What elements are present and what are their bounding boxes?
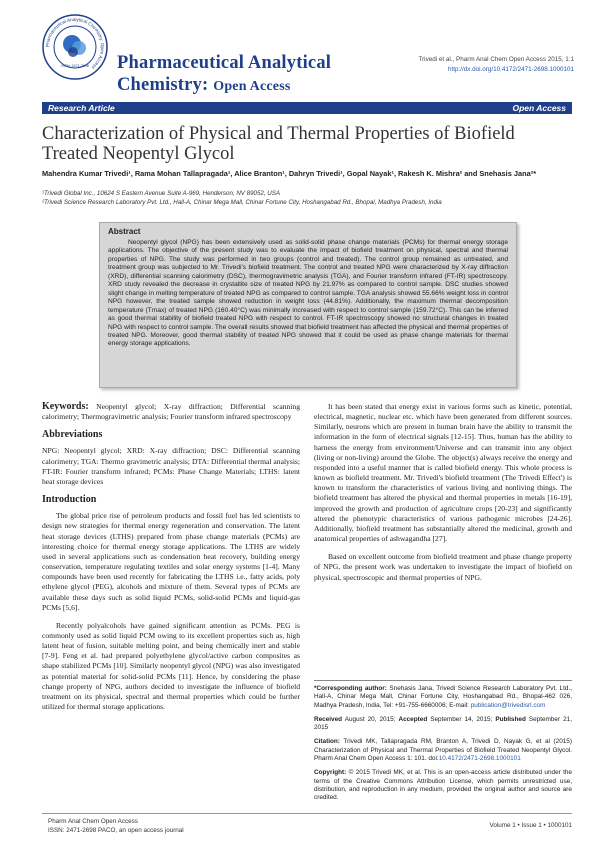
article-type-bar [42,102,572,114]
keywords-text: Neopentyl glycol; X-ray diffraction; Differential scanning calorimetry; Thermogravimetric analysis; Fourier transform infrared spectroscopy [42,402,300,422]
footer-divider [42,813,572,814]
affiliation-1: ¹Trivedi Global Inc., 10624 S Eastern Avenue Suite A-969, Henderson, NV 89052, USA [42,190,281,197]
header-citation [396,55,574,74]
author-list: Mahendra Kumar Trivedi¹, Rama Mohan Tallapragada¹, Alice Branton¹, Dahryn Trivedi¹, Gopal Nayak¹, Rakesh K. Mishra² and Snehasis Jana²* [42,169,537,178]
right-column [314,402,572,591]
article-info [314,680,572,809]
journal-logo [42,14,108,80]
right-paragraph-2: Based on excellent outcome from biofield treatment and phase change property of NPG, the present work was undertaken to investigate the impact of biofield on physical, spectroscopic and thermal properties of NPG. [314,552,572,582]
journal-title [117,52,331,98]
abbreviations-heading: Abbreviations [42,429,103,441]
footer-left [48,817,184,835]
footer-journal: Pharm Anal Chem Open Access [48,818,138,825]
affiliation-2: ²Trivedi Science Research Laboratory Pvt. Ltd., Hall-A, Chinar Mega Mall, Chinar Fortune City, Hoshangabad Rd., Bhopal, Madhya Pradesh, India [42,198,442,206]
logo-ring-text: Pharmaceutical Analytical Chemistry: Open Access [44,16,106,71]
journal-title-line2: Chemistry: Open Access [117,75,291,95]
header-doi-link[interactable]: http://dx.doi.org/10.4172/2471-2698.1000101 [447,65,574,73]
abstract-box [99,222,517,388]
open-access-label: Open Access [512,103,566,113]
journal-title-line1: Pharmaceutical Analytical [117,53,332,73]
copyright: Copyright: © 2015 Trivedi MK, et al. This is an open-access article distributed under the terms of the Creative Commons Attribution License, which permits unrestricted use, distribution, and reproduction in any medium, provided the original author and source are credited. [314,769,572,802]
intro-paragraph-2: Recently polyalcohols have gained significant attention as PCMs. PEG is commonly used as solid liquid PCM owing to its excellent properties such as, high latent heat of fusion, suitable melting point, and being chemically inert and stable [7-9]. Feng et al. had prepared polyethylene glycol/active carbon composites as shape stabilized PCMs [10]. Similarly neopentyl glycol (NPG) was also investigated as potential material for solid-solid PCMs [11]. Hence, by considering the phase change property of NPG, authors decided to investigate the influence of biofield treatment on its physical, spectral and thermal properties which could be further utilized for thermal storage applications. [42,620,300,712]
affiliations [42,190,572,207]
abstract-text: Neopentyl glycol (NPG) has been extensively used as solid-solid phase change materials (PCMs) for thermal energy storage applications. The objective of the present study was to evaluate the impact of biofield treatment on physical, spectral and thermal properties of NPG. The study was performed in two groups (control and treated). The control group remained as untreated, and treatment group was subjected to Mr. Trivedi's biofield treatment. The control and treated NPG were characterized by X-ray diffraction (XRD), differential scanning calorimetry (DSC), thermogravimetric analysis (TGA), and Fourier transform infrared (FT-IR) spectroscopy. XRD study revealed the decrease in crystallite size of treated NPG by 21.97% as compared to control sample. DSC studies showed slight change in melting temperature of treated NPG as compared to control sample. TGA analysis showed 55.66% weight loss in control NPG however, the treated sample showed reduction in weight loss (44.81%). Additionally, the maximum thermal decomposition temperature (Tmax) of treated NPG (160.40°C) was minimally increased with respect to control sample (159.72°C). This can be inferred as good thermal stability of biofield treated NPG with respect to control. FT-IR spectroscopy showed no structural changes in treated NPG with respect to control sample. The overall results showed that biofield treatment has affected the physical and thermal properties of treated NPG. Moreover, good thermal stability of treated NPG showed that it could be used as phase change materials for thermal energy storage applications. [108,239,508,348]
keywords-label: Keywords: [42,401,89,412]
citation: Citation: Trivedi MK, Tallapragada RM, Branton A, Trivedi D, Nayak G, et al (2015) Characterization of Physical and Thermal Properties of Biofield Treated Neopentyl Glycol. Pharm Anal Chem Open Access 1: 101. doi:10.4172/2471-2698.1000101 [314,738,572,763]
citation-doi-link[interactable]: 10.4172/2471-2698.1000101 [438,755,521,763]
article-type-label: Research Article [48,103,115,113]
keywords [42,402,300,422]
header-cite-line: Trivedi et al., Pharm Anal Chem Open Access 2015, 1:1 [418,56,574,63]
article-title: Characterization of Physical and Thermal Properties of Biofield Treated Neopentyl Glycol [42,124,515,164]
journal-subtitle: Open Access [213,79,291,94]
introduction-heading: Introduction [42,494,97,506]
footer-volume: Volume 1 • Issue 1 • 1000101 [489,822,572,829]
logo-issn: ISSN: 2471-2698 [61,64,89,68]
footer-issn: ISSN: 2471-2698 PACO, an open access journal [48,827,184,834]
email-link[interactable]: publication@trivedisrl.com [470,701,546,709]
abbreviations-text: NPG: Neopentyl glycol; XRD: X-ray diffraction; DSC: Differential scanning calorimetry; TGA: Thermo gravimetric analysis; DTA: Differential thermal analysis; FT-IR: Fourier transform infrared; PCMs: Phase Change Materials; LTHS: latent heat storage devices [42,446,300,486]
abstract-heading: Abstract [108,227,141,236]
intro-paragraph-1: The global price rise of petroleum products and fossil fuel has led scientists to design new strategies for thermal energy regeneration and conservation. The latent heat storage devices (LTHS) prepared from phase change materials (PCMs) are interesting choice for thermal energy storage applications. The LTHS are widely used in several applications such as condensation heat recovery, building energy conservation, temperature regulating textiles and solar energy systems [1-4]. Many compounds have been used recently for fabricating the LTHS i.e., fatty acids, poly ethylene glycol (PEG), alcohols and mixture of them. Several types of PCMs are available these days such as solid liquid PCMs, solid-solid PCMs and liquid-gas PCMs [5,6]. [42,511,300,612]
left-column [42,402,300,720]
corresponding-author: *Corresponding author: Snehasis Jana, Trivedi Science Research Laboratory Pvt. Ltd., Hall-A, Chinar Mega Mall, Chinar Fortune City, Hoshangabad Rd., Bhopal-462 026, Madhya Pradesh, India, Tel: +91-755-6660006; E-mail: publication@trivedisrl.com [314,685,572,709]
right-paragraph-1: It has been stated that energy exist in various forms such as kinetic, potential, electrical, magnetic, nuclear etc. which have been generated from different sources. Similarly, neurons which are present in human brain have the ability to transmit the information in the form of electrical signals [12-15]. Thus, human has the ability to harness the energy from environment/Universe and can transmit into any object (living or non-living) around the Globe. The object(s) always receive the energy and responded into a useful manner that is called biofield energy. This whole process is known as biofield treatment. Mr. Trivedi's biofield treatment (The Trivedi Effect') is known to transform the characteristics of various living and nonliving things. The biofield treatment has altered the physical and thermal properties in metals [16-19], improved the growth and production of agriculture crops [20-23] and significantly altered the phenotypic characteristics of various pathogenic microbes [24-26]. Additionally, biofield treatment has substantially altered the medicinal, growth and anatomical properties of ashwagandha [27]. [314,402,572,544]
dates: Received August 20, 2015; Accepted September 14, 2015; Published September 21, 2015 [314,715,572,732]
